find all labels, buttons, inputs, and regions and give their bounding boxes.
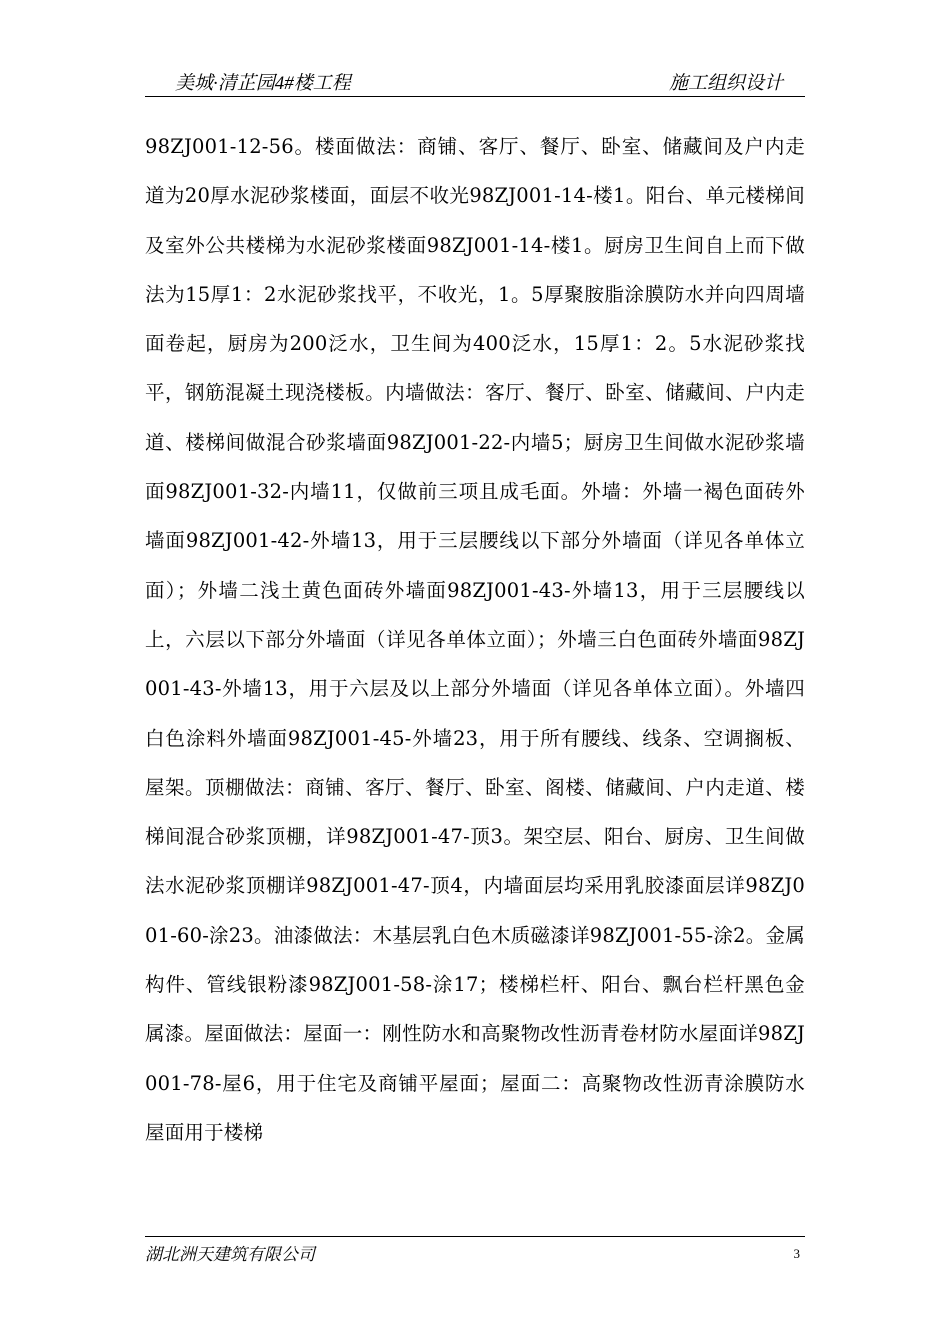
page-header [145, 66, 805, 97]
body-paragraph: 98ZJ001-12-56。楼面做法：商铺、客厅、餐厅、卧室、储藏间及户内走道为20厚水泥砂浆楼面，面层不收光98ZJ001-14-楼1。阳台、单元楼梯间及室外公共楼梯为水泥砂浆楼面98ZJ001-14-楼1。厨房卫生间自上而下做法为15厚1：2水泥砂浆找平，不收光，1。5厚聚胺脂涂膜防水并向四周墙面卷起，厨房为200泛水，卫生间为400泛水，15厚1：2。5水泥砂浆找平，钢筋混凝土现浇楼板。内墙做法：客厅、餐厅、卧室、储藏间、户内走道、楼梯间做混合砂浆墙面98ZJ001-22-内墙5；厨房卫生间做水泥砂浆墙面98ZJ001-32-内墙11，仅做前三项且成毛面。外墙：外墙一褐色面砖外墙面98ZJ001-42-外墙13，用于三层腰线以下部分外墙面（详见各单体立面）；外墙二浅土黄色面砖外墙面98ZJ001-43-外墙13，用于三层腰线以上，六层以下部分外墙面（详见各单体立面）；外墙三白色面砖外墙面98ZJ001-43-外墙13，用于六层及以上部分外墙面（详见各单体立面）。外墙四白色涂料外墙面98ZJ001-45-外墙23，用于所有腰线、线条、空调搁板、屋架。顶棚做法：商铺、客厅、餐厅、卧室、阁楼、储藏间、户内走道、楼梯间混合砂浆顶棚，详98ZJ001-47-顶3。架空层、阳台、厨房、卫生间做法水泥砂浆顶棚详98ZJ001-47-顶4，内墙面层均采用乳胶漆面层详98ZJ001-60-涂23。油漆做法：木基层乳白色木质磁漆详98ZJ001-55-涂2。金属构件、管线银粉漆98ZJ001-58-涂17；楼梯栏杆、阳台、飘台栏杆黑色金属漆。屋面做法：屋面一：刚性防水和高聚物改性沥青卷材防水屋面详98ZJ001-78-屋6，用于住宅及商铺平屋面；屋面二：高聚物改性沥青涂膜防水屋面用于楼梯 [145, 135, 805, 1144]
footer-divider [145, 1236, 805, 1237]
company-name: 湖北洲天建筑有限公司 [145, 1245, 315, 1264]
page-number: 3 [793, 1246, 800, 1261]
project-title: 美城·清芷园4#楼工程 [175, 73, 351, 94]
document-title: 施工组织设计 [668, 73, 783, 94]
